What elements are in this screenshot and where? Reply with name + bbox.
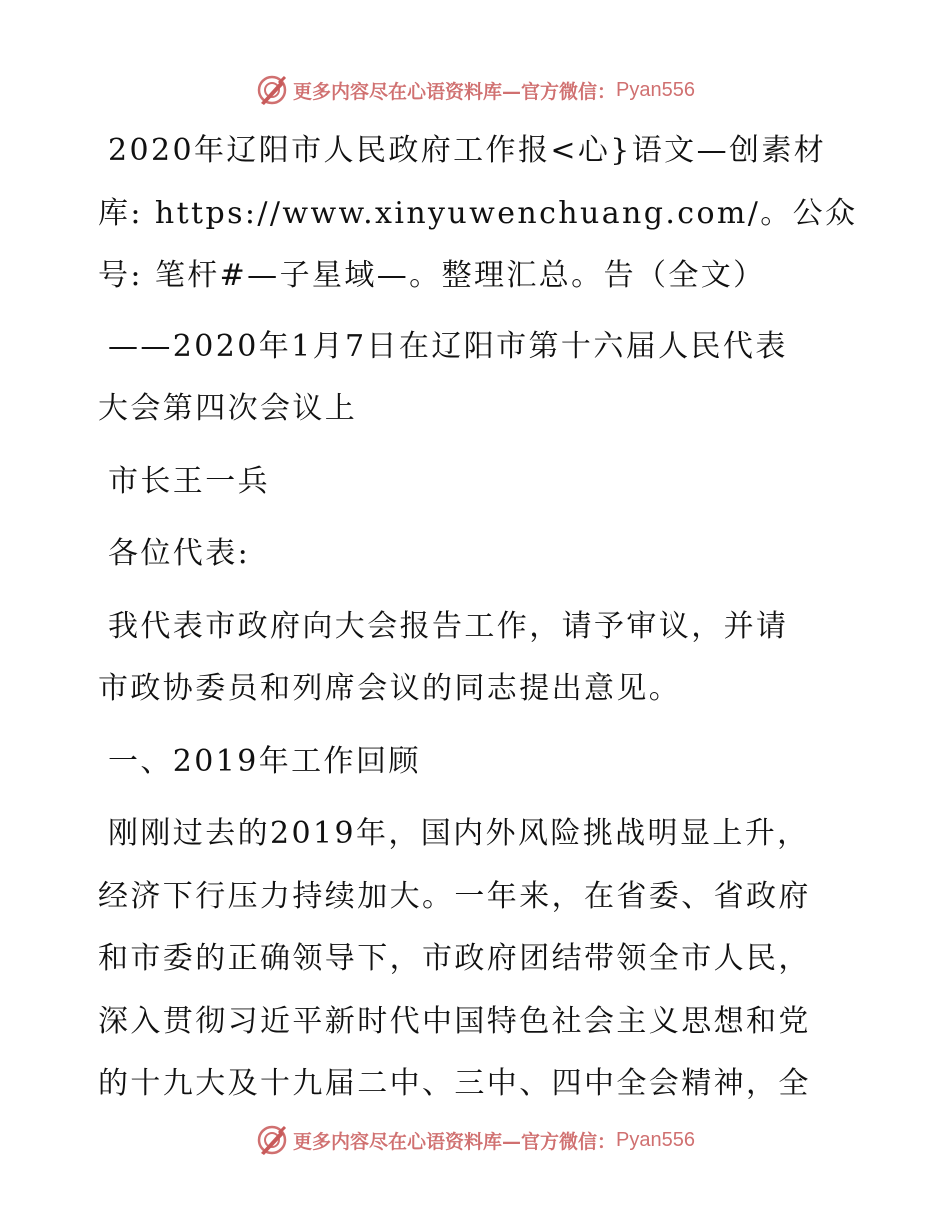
header-banner (0, 70, 950, 110)
pen-logo-icon (255, 73, 289, 107)
footer-banner (0, 1120, 950, 1160)
doc-line: 刚刚过去的2019年，国内外风险挑战明显上升， (108, 816, 810, 851)
doc-line: 我代表市政府向大会报告工作，请予审议，并请 (108, 608, 789, 644)
doc-line: 一、2019年工作回顾 (108, 743, 421, 779)
footer-banner-text: 更多内容尽在心语资料库—官方微信： (293, 1130, 617, 1153)
doc-line: 大会第四次会议上 (98, 391, 358, 426)
header-banner-text: 更多内容尽在心语资料库—官方微信： (293, 80, 617, 103)
doc-line: 的十九大及十九届二中、三中、四中全会精神，全 (98, 1066, 811, 1101)
footer-banner-wechat-id: Pyan556 (616, 1128, 695, 1151)
pen-logo-icon (255, 1123, 289, 1157)
doc-line: 库: https://www.xinyuwenchuang.com/。公众 (98, 195, 858, 231)
doc-line: 和市委的正确领导下，市政府团结带领全市人民， (98, 941, 811, 976)
document-body (98, 120, 868, 1116)
doc-line: 各位代表: (108, 536, 251, 571)
header-banner-wechat-id: Pyan556 (616, 78, 695, 101)
doc-line: ——2020年1月7日在辽阳市第十六届人民代表 (108, 328, 788, 364)
doc-line: 深入贯彻习近平新时代中国特色社会主义思想和党 (98, 1003, 811, 1039)
doc-line: 市政协委员和列席会议的同志提出意见。 (98, 671, 682, 706)
doc-line: 2020年辽阳市人民政府工作报<心}语文—创素材 (108, 133, 827, 168)
doc-line: 号: 笔杆#—子星域—。整理汇总。告（全文） (98, 258, 766, 293)
doc-line: 经济下行压力持续加大。一年来，在省委、省政府 (98, 878, 811, 914)
doc-line: 市长王一兵 (108, 463, 270, 499)
